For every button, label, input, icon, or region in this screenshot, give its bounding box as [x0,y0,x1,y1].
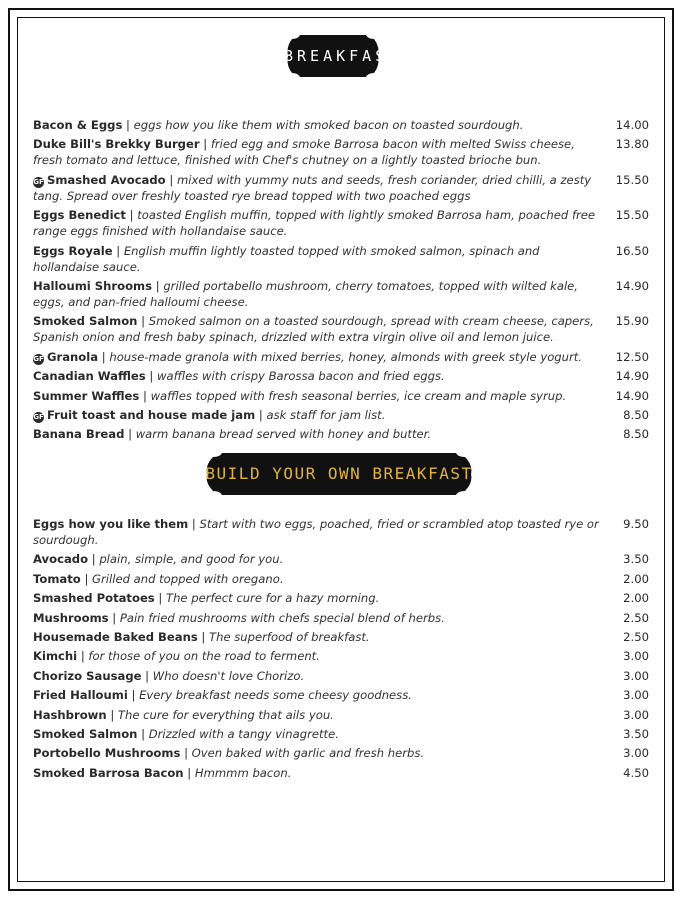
menu-item-description: Grilled and topped with oregano. [92,571,284,586]
menu-item-description: English muffin lightly toasted topped with smoked salmon, spinach and hollandaise sauce. [33,243,540,274]
menu-item-text [33,136,603,168]
menu-item-text [33,207,603,239]
separator: | [155,278,160,293]
menu-item-name: Smoked Salmon [33,314,138,329]
menu-item-name: Smashed Avocado [47,172,166,187]
menu-item-description: mixed with yummy nuts and seeds, fresh coriander, dried chilli, a zesty tang. Spread over freshly toasted rye bread topped with two poached eggs [33,172,592,203]
menu-item-name: Chorizo Sausage [33,668,142,683]
menu-item-text [33,668,603,684]
menu-item-price: 2.50 [623,629,649,644]
menu-item [33,172,649,204]
menu-item-price: 8.50 [623,427,649,442]
menu-item-description: plain, simple, and good for you. [99,552,284,567]
menu-item-text [33,765,603,781]
menu-item-text [33,707,603,723]
menu-item-name: Housemade Baked Beans [33,629,198,644]
menu-item-price: 3.50 [623,726,649,741]
menu-item-text [33,243,603,275]
menu-item-name: Banana Bread [33,427,125,442]
separator: | [191,517,196,531]
separator: | [116,243,121,258]
menu-item-price: 3.00 [623,707,649,722]
menu-item [33,668,649,684]
gluten-free-icon: GF [33,177,44,186]
separator: | [158,591,163,606]
menu-item-price: 3.00 [623,649,649,664]
menu-item [33,590,649,606]
menu-item-price: 15.90 [615,314,649,329]
separator: | [101,349,106,364]
menu-item [33,368,649,384]
menu-item-price: 14.90 [615,278,649,293]
menu-item [33,648,649,664]
menu-item-description: The superfood of breakfast. [209,629,370,644]
menu-item-price: 15.50 [615,208,649,223]
menu-item-description: The perfect cure for a hazy morning. [166,591,380,606]
separator: | [184,746,188,761]
menu-item-name: Eggs Benedict [33,208,126,223]
menu-item-text [33,117,603,133]
menu-item-name: Avocado [33,552,89,567]
build-your-own-title: BUILD YOUR OWN BREAKFAST [205,464,473,483]
menu-item-description: Start with two eggs, poached, fried or scrambled atop toasted rye or sourdough. [33,517,599,547]
separator: | [141,314,146,329]
menu-item-text [33,388,603,404]
menu-item-description: for those of you on the road to ferment. [88,649,320,664]
separator: | [126,118,130,132]
menu-item-price: 14.90 [615,369,649,384]
menu-item [33,726,649,742]
separator: | [91,552,96,567]
menu-item [33,136,649,168]
separator: | [187,765,192,780]
menu-item-price: 3.00 [623,746,649,761]
separator: | [80,649,85,664]
breakfast-menu-list [33,117,649,446]
menu-item-text [33,516,603,548]
menu-item-name: Eggs Royale [33,243,113,258]
menu-item-description: fried egg and smoke Barrosa bacon with melted Swiss cheese, fresh tomato and lettuce, finished with Chef's chutney on a lightly toasted brioche bun. [33,137,575,168]
menu-item-text [33,172,603,204]
menu-item-text [33,629,603,645]
menu-item-price: 3.50 [623,552,649,567]
menu-item-price: 14.90 [615,388,649,403]
menu-item-text [33,571,603,587]
menu-item-description: waffles with crispy Barossa bacon and fried eggs. [156,369,445,384]
menu-item [33,687,649,703]
separator: | [201,629,206,644]
menu-item-text [33,610,603,626]
menu-item-description: Who doesn't love Chorizo. [152,668,305,683]
menu-item [33,278,649,310]
menu-item-price: 9.50 [623,517,649,531]
separator: | [258,407,263,422]
menu-item-name: Bacon & Eggs [33,118,123,132]
menu-item-text [33,551,603,567]
menu-item-name: Halloumi Shrooms [33,278,153,293]
menu-item-name: Summer Waffles [33,388,140,403]
menu-item-text [33,407,603,423]
menu-item-price: 2.00 [623,571,649,586]
menu-item-description: waffles topped with fresh seasonal berries, ice cream and maple syrup. [150,388,567,403]
menu-item-description: Hmmmm bacon. [194,765,292,780]
menu-item-text [33,313,603,345]
menu-item-description: grilled portabello mushroom, cherry tomatoes, topped with wilted kale, eggs, and pan-fried halloumi cheese. [33,278,578,309]
gluten-free-icon: GF [33,412,44,421]
menu-item-name: Portobello Mushrooms [33,746,181,761]
menu-item-name: Smoked Barrosa Bacon [33,765,184,780]
menu-item-name: Kimchi [33,649,78,664]
menu-item-description: eggs how you like them with smoked bacon on toasted sourdough. [133,118,524,132]
menu-item-text [33,590,603,606]
gluten-free-icon: GF [33,354,44,363]
menu-item-description: Oven baked with garlic and fresh herbs. [191,746,425,761]
menu-item-name: Mushrooms [33,610,109,625]
menu-item-text [33,648,603,664]
menu-item-name: Fried Halloumi [33,688,128,703]
menu-item [33,407,649,423]
menu-item-price: 4.50 [623,765,649,780]
separator: | [129,208,134,223]
menu-item-text [33,687,603,703]
menu-item [33,388,649,404]
menu-item-text [33,726,603,742]
menu-item-description: The cure for everything that ails you. [117,707,334,722]
menu-item-text [33,368,603,384]
menu-item [33,313,649,345]
menu-item-description: Drizzled with a tangy vinagrette. [148,726,339,741]
menu-item-description: Every breakfast needs some cheesy goodness. [139,688,412,703]
build-your-own-menu-list [33,516,649,784]
menu-item [33,765,649,781]
menu-item-name: Tomato [33,571,81,586]
separator: | [141,726,146,741]
separator: | [112,610,117,625]
menu-item-name: Granola [47,349,99,364]
menu-item-text [33,745,603,761]
separator: | [142,388,147,403]
menu-item-text [33,426,603,442]
menu-item-text [33,278,603,310]
separator: | [145,668,150,683]
menu-item [33,610,649,626]
menu-item [33,207,649,239]
separator: | [131,688,136,703]
separator: | [110,707,115,722]
menu-item [33,571,649,587]
menu-item-name: Hashbrown [33,707,107,722]
menu-item-price: 15.50 [615,172,649,187]
separator: | [203,137,208,152]
menu-item-name: Smoked Salmon [33,726,138,741]
menu-item-name: Canadian Waffles [33,369,146,384]
menu-item [33,349,649,365]
breakfast-title: BREAKFAST [284,47,402,65]
menu-item [33,516,649,548]
menu-item-price: 16.50 [615,243,649,258]
menu-item-description: Smoked salmon on a toasted sourdough, spread with cream cheese, capers, Spanish onion and fresh baby spinach, drizzled with extra virgin olive oil and lemon juice. [33,314,594,345]
menu-item-price: 14.00 [615,118,649,132]
menu-item-price: 2.50 [623,610,649,625]
menu-item [33,117,649,133]
menu-item-price: 3.00 [623,668,649,683]
menu-item-description: warm banana bread served with honey and butter. [135,427,432,442]
menu-item [33,745,649,761]
menu-item-description: house-made granola with mixed berries, honey, almonds with greek style yogurt. [109,349,583,364]
menu-item [33,707,649,723]
menu-item-name: Fruit toast and house made jam [47,407,256,422]
menu-item [33,243,649,275]
breakfast-banner [284,35,402,77]
separator: | [149,369,154,384]
menu-item-price: 2.00 [623,591,649,606]
menu-item [33,629,649,645]
separator: | [169,172,174,187]
separator: | [84,571,89,586]
menu-item-name: Smashed Potatoes [33,591,155,606]
menu-item-text [33,349,603,365]
menu-item-name: Duke Bill's Brekky Burger [33,137,200,152]
menu-item-description: toasted English muffin, topped with lightly smoked Barrosa ham, poached free range eggs finished with hollandaise sauce. [33,208,596,239]
menu-item-price: 8.50 [623,407,649,422]
build-your-own-banner [203,453,475,495]
menu-item-description: Pain fried mushrooms with chefs special blend of herbs. [119,610,445,625]
menu-item-price: 13.80 [615,137,649,152]
menu-item-name: Eggs how you like them [33,517,189,531]
menu-item-price: 3.00 [623,688,649,703]
menu-item-price: 12.50 [615,349,649,364]
menu-item-description: ask staff for jam list. [266,407,386,422]
menu-item [33,551,649,567]
separator: | [128,427,132,442]
menu-item [33,426,649,442]
